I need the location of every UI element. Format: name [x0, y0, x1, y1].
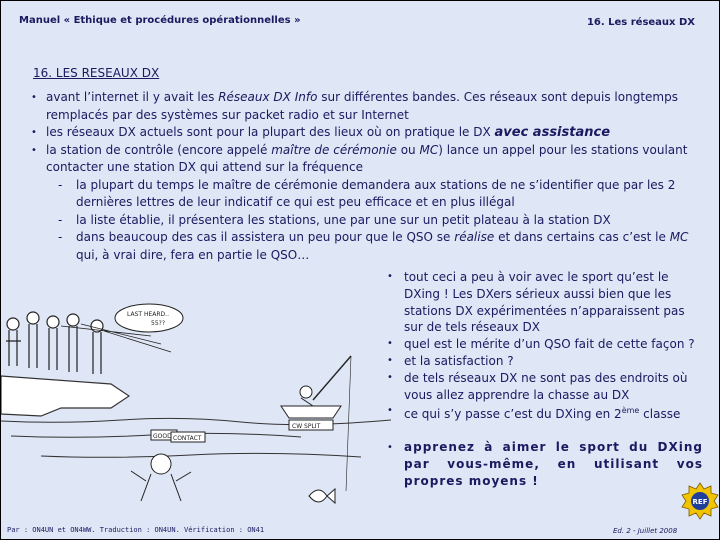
list-item: • la station de contrôle (encore appelé maître de cérémonie ou MC) lance un appel pour les stations voulant contacter une station DX qui attend sur la fréquence: [31, 142, 688, 174]
bubble-text-2: 55??: [151, 320, 166, 327]
fishing-cartoon: [1, 296, 391, 526]
list-item: • de tels réseaux DX ne sont pas des endroits où vous allez apprendre la chasse au DX: [387, 370, 688, 402]
good-label: GOOD: [153, 433, 172, 440]
contact-label: CONTACT: [173, 435, 202, 442]
footer-credits: Par : ON4UN et ON4WW. Traduction : ON4UN. Vérification : ON41: [7, 526, 265, 534]
bullet-icon: •: [387, 271, 393, 282]
list-item: • quel est le mérite d’un QSO fait de cette façon ?: [387, 337, 695, 352]
sub-item: - la liste établie, il présentera les stations, une par une sur un petit plateau à la station DX: [31, 212, 699, 230]
list-item: • avant l’internet il y avait les Réseaux DX Info sur différentes bandes. Ces réseaux sont depuis longtemps remplacés par des systèmes sur packet radio et sur Internet: [31, 90, 678, 122]
list-item: • tout ceci a peu à voir avec le sport qu’est le DXing ! Les DXers sérieux aussi bien que les stations DX expérimentées n’apparaissent pas sur de tels réseaux DX: [387, 270, 685, 335]
bullet-icon: •: [31, 92, 37, 103]
dash-icon: -: [58, 230, 63, 244]
dash-icon: -: [58, 177, 63, 192]
bullet-icon: •: [387, 442, 394, 453]
bullet-icon: •: [31, 144, 37, 156]
final-point: • apprenez à aimer le sport du DXing par vous-même, en utilisant vos propres moyens !: [387, 440, 703, 488]
cliff-shape: [1, 376, 129, 416]
list-item: • ce qui s’y passe c’est du DXing en 2ème classe: [387, 405, 681, 422]
chapter-title: 16. Les réseaux DX: [586, 17, 695, 28]
list-item: • et la satisfaction ?: [387, 353, 514, 368]
sub-item: - dans beaucoup des cas il assistera un peu pour que le QSO se réalise et dans certains cas c’est le MC qui, à vrai dire, fera en partie le QSO…: [58, 230, 689, 262]
bullet-icon: •: [387, 371, 393, 383]
dash-icon: -: [58, 212, 63, 227]
manual-title: Manuel « Ethique et procédures opérationnelles »: [19, 15, 301, 26]
right-bullet-list: [385, 269, 703, 423]
footer-edition: Ed. 2 - Juillet 2008: [613, 527, 678, 535]
section-title: 16. LES RESEAUX DX: [33, 66, 160, 80]
bullet-icon: •: [387, 405, 393, 417]
logo-text: REF: [692, 498, 708, 506]
ref-logo: [680, 481, 720, 525]
right-column: [385, 269, 703, 423]
bullet-icon: •: [387, 338, 393, 350]
bubble-text: LAST HEARD..: [127, 311, 169, 318]
bullet-list: [31, 89, 699, 264]
sub-item: - la plupart du temps le maître de cérémonie demandera aux stations de ne s’identifier que par les 2 dernières lettres de leur indicatif ce qui est peu efficace et en plus illégal: [58, 177, 676, 209]
list-item: • les réseaux DX actuels sont pour la plupart des lieux où on pratique le DX avec assistance: [31, 125, 611, 140]
fish: [309, 489, 335, 503]
split-label: CW SPLIT: [292, 423, 321, 430]
speech-bubble: [115, 304, 183, 332]
bullet-icon: •: [31, 127, 37, 138]
bullet-icon: •: [387, 354, 393, 366]
main-content: [31, 89, 699, 264]
